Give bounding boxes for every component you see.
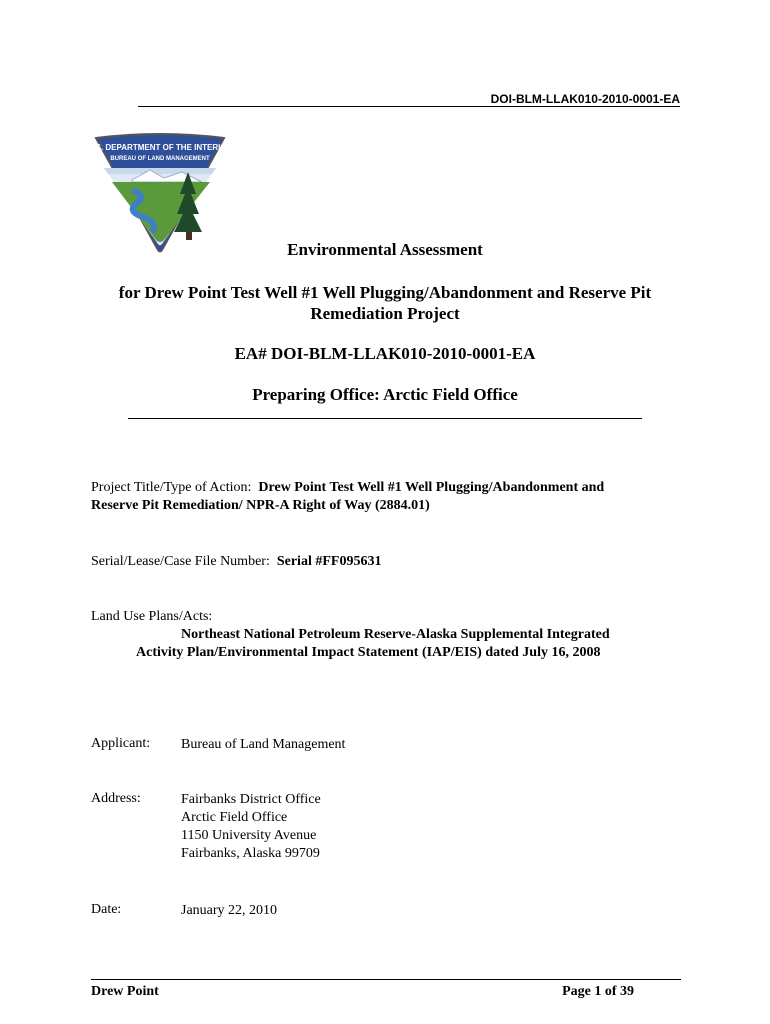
address-line: Arctic Field Office (181, 810, 288, 825)
footer-page-number: Page 1 of 39 (562, 984, 634, 999)
applicant-value: Bureau of Land Management (181, 737, 346, 752)
project-title-value: Drew Point Test Well #1 Well Plugging/Abandonment and (258, 480, 605, 495)
date-label: Date: (91, 902, 122, 917)
preparing-office: Preparing Office: Arctic Field Office (252, 385, 518, 404)
project-title-label: Project Title/Type of Action: (91, 480, 252, 495)
logo-line1: U.S. DEPARTMENT OF THE INTERIOR (92, 143, 228, 152)
doc-title-line2: Remediation Project (310, 304, 460, 323)
ea-number: EA# DOI-BLM-LLAK010-2010-0001-EA (234, 344, 536, 363)
header-doc-id: DOI-BLM-LLAK010-2010-0001-EA (490, 92, 680, 106)
address-line: Fairbanks, Alaska 99709 (181, 846, 320, 861)
date-value: January 22, 2010 (181, 903, 278, 918)
footer-rule (91, 979, 681, 980)
serial-row (91, 553, 381, 571)
footer-left: Drew Point (91, 984, 159, 999)
serial-label: Serial/Lease/Case File Number: (91, 554, 270, 569)
logo-line2: BUREAU OF LAND MANAGEMENT (110, 156, 210, 162)
land-use-line1: Northeast National Petroleum Reserve-Alaska Supplemental Integrated (181, 627, 610, 642)
land-use-label: Land Use Plans/Acts: (91, 609, 213, 624)
address-line: 1150 University Avenue (181, 828, 317, 843)
title-rule (128, 418, 642, 419)
applicant-label: Applicant: (91, 736, 151, 751)
blm-shield-icon (92, 132, 228, 254)
blm-logo (92, 132, 228, 254)
project-title-line2: Reserve Pit Remediation/ NPR-A Right of Way (2884.01) (91, 498, 430, 513)
land-use-line2: Activity Plan/Environmental Impact Statement (IAP/EIS) dated July 16, 2008 (136, 645, 601, 660)
address-line: Fairbanks District Office (181, 792, 321, 807)
doc-heading: Environmental Assessment (287, 240, 483, 259)
address-label: Address: (91, 791, 141, 806)
header-rule (138, 106, 680, 107)
project-title-line1 (91, 479, 604, 497)
serial-value: Serial #FF095631 (276, 554, 382, 569)
doc-title-line1: for Drew Point Test Well #1 Well Plugging/Abandonment and Reserve Pit (118, 283, 652, 302)
